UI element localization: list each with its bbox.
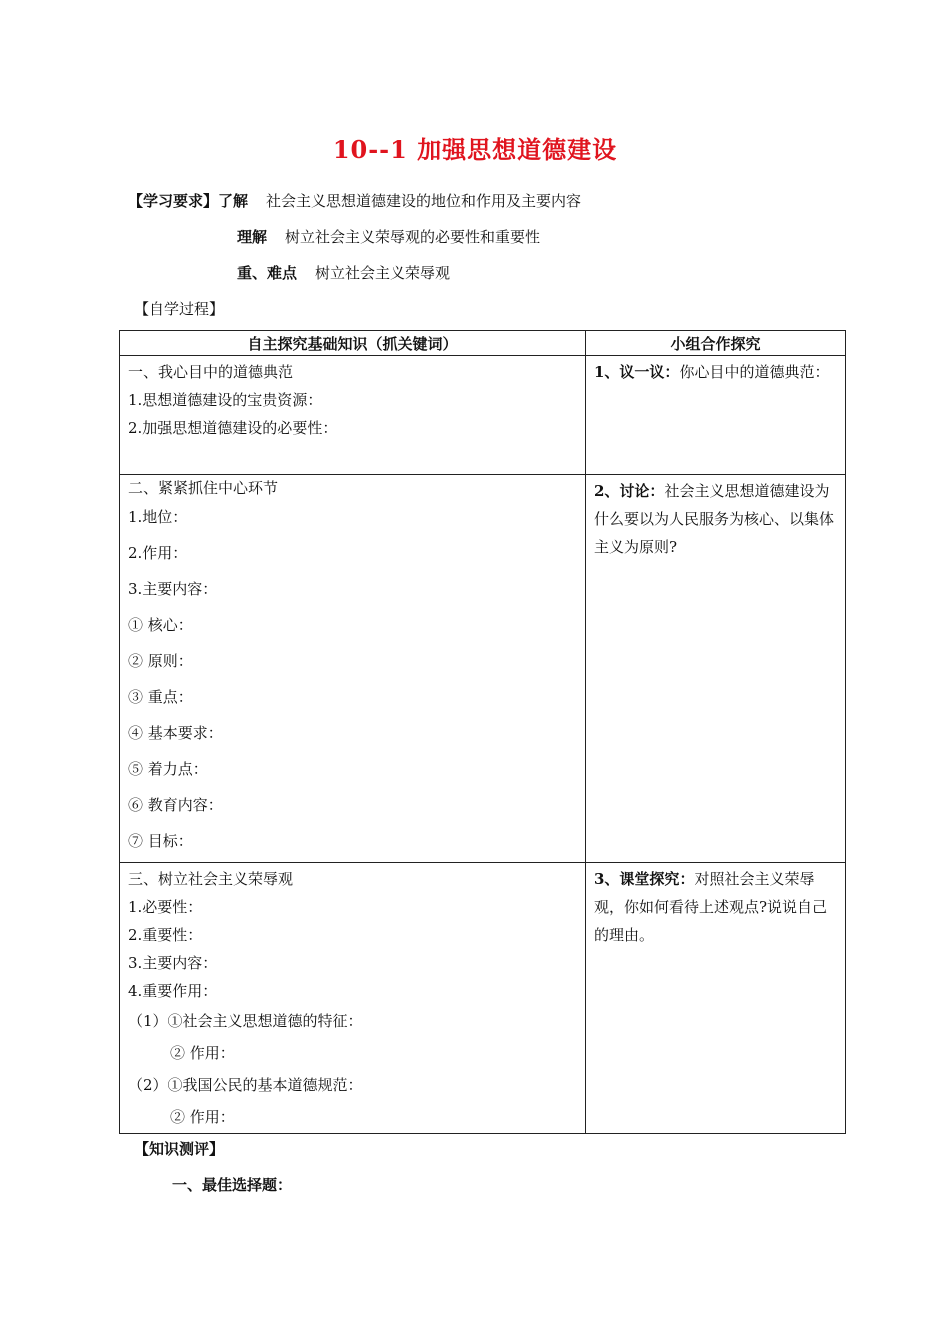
requirement-key: 了解 <box>218 192 249 210</box>
list-item: ③ 重点： <box>128 688 193 706</box>
list-item: （2）①我国公民的基本道德规范： <box>128 1076 363 1094</box>
list-item: 3.主要内容： <box>128 580 218 598</box>
list-item: 3.主要内容： <box>128 954 218 972</box>
assessment-label: 【知识测评】 <box>134 1140 225 1158</box>
list-item: ④ 基本要求： <box>128 724 223 742</box>
requirement-text: 社会主义思想道德建设的地位和作用及主要内容 <box>266 192 582 210</box>
study-table <box>119 330 846 1134</box>
list-item: 2.重要性： <box>128 926 203 944</box>
list-item: ② 作用： <box>170 1044 235 1062</box>
section-heading: 一、我心目中的道德典范 <box>128 363 294 381</box>
activity-text: 社会主义思想道德建设为什么要以为人民服务为核心、以集体主义为原则? <box>594 482 835 556</box>
table-header: 自主探究基础知识（抓关键词） <box>120 331 586 356</box>
list-item: ⑤ 着力点： <box>128 760 208 778</box>
page-title: 10--1 加强思想道德建设 <box>332 135 618 164</box>
table-row <box>120 863 846 1134</box>
activity-label: 3、课堂探究： <box>594 870 695 888</box>
table-cell <box>586 475 846 863</box>
list-item: 1.地位： <box>128 508 188 526</box>
table-header: 小组合作探究 <box>586 331 846 356</box>
assessment-subheading: 一、最佳选择题： <box>172 1176 293 1194</box>
requirement-key: 理解 <box>237 228 268 246</box>
list-item: ⑥ 教育内容： <box>128 796 223 814</box>
table-cell <box>586 863 846 1134</box>
table-cell <box>120 475 586 863</box>
table-header-row <box>120 331 846 356</box>
list-item: ① 核心： <box>128 616 193 634</box>
activity-text: 你心目中的道德典范： <box>679 363 830 381</box>
list-item: 2.加强思想道德建设的必要性： <box>128 419 338 437</box>
list-item: ⑦ 目标： <box>128 832 193 850</box>
list-item: （1）①社会主义思想道德的特征： <box>128 1012 363 1030</box>
section-heading: 三、树立社会主义荣辱观 <box>128 870 294 888</box>
list-item: 1.必要性： <box>128 898 203 916</box>
table-cell <box>120 863 586 1134</box>
activity-label: 1、议一议： <box>594 363 680 381</box>
requirement-text: 树立社会主义荣辱观 <box>315 264 451 282</box>
activity-label: 2、讨论： <box>594 482 665 500</box>
list-item: ② 作用： <box>170 1108 235 1126</box>
activity-text: 对照社会主义荣辱观，你如何看待上述观点?说说自己的理由。 <box>594 870 828 944</box>
self-study-label: 【自学过程】 <box>134 300 225 318</box>
requirement-understand <box>128 190 581 211</box>
requirement-keypoint <box>237 262 450 283</box>
table-row <box>120 356 846 475</box>
requirement-text: 树立社会主义荣辱观的必要性和重要性 <box>285 228 541 246</box>
table-row <box>120 475 846 863</box>
list-item: 2.作用： <box>128 544 188 562</box>
requirement-comprehend <box>237 226 540 247</box>
table-cell <box>120 356 586 475</box>
list-item: 1.思想道德建设的宝贵资源： <box>128 391 323 409</box>
list-item: 4.重要作用： <box>128 982 218 1000</box>
requirements-label: 【学习要求】 <box>128 192 219 210</box>
table-cell <box>586 356 846 475</box>
requirement-key: 重、难点 <box>237 264 298 282</box>
list-item: ② 原则： <box>128 652 193 670</box>
section-heading: 二、紧紧抓住中心环节 <box>128 479 279 497</box>
